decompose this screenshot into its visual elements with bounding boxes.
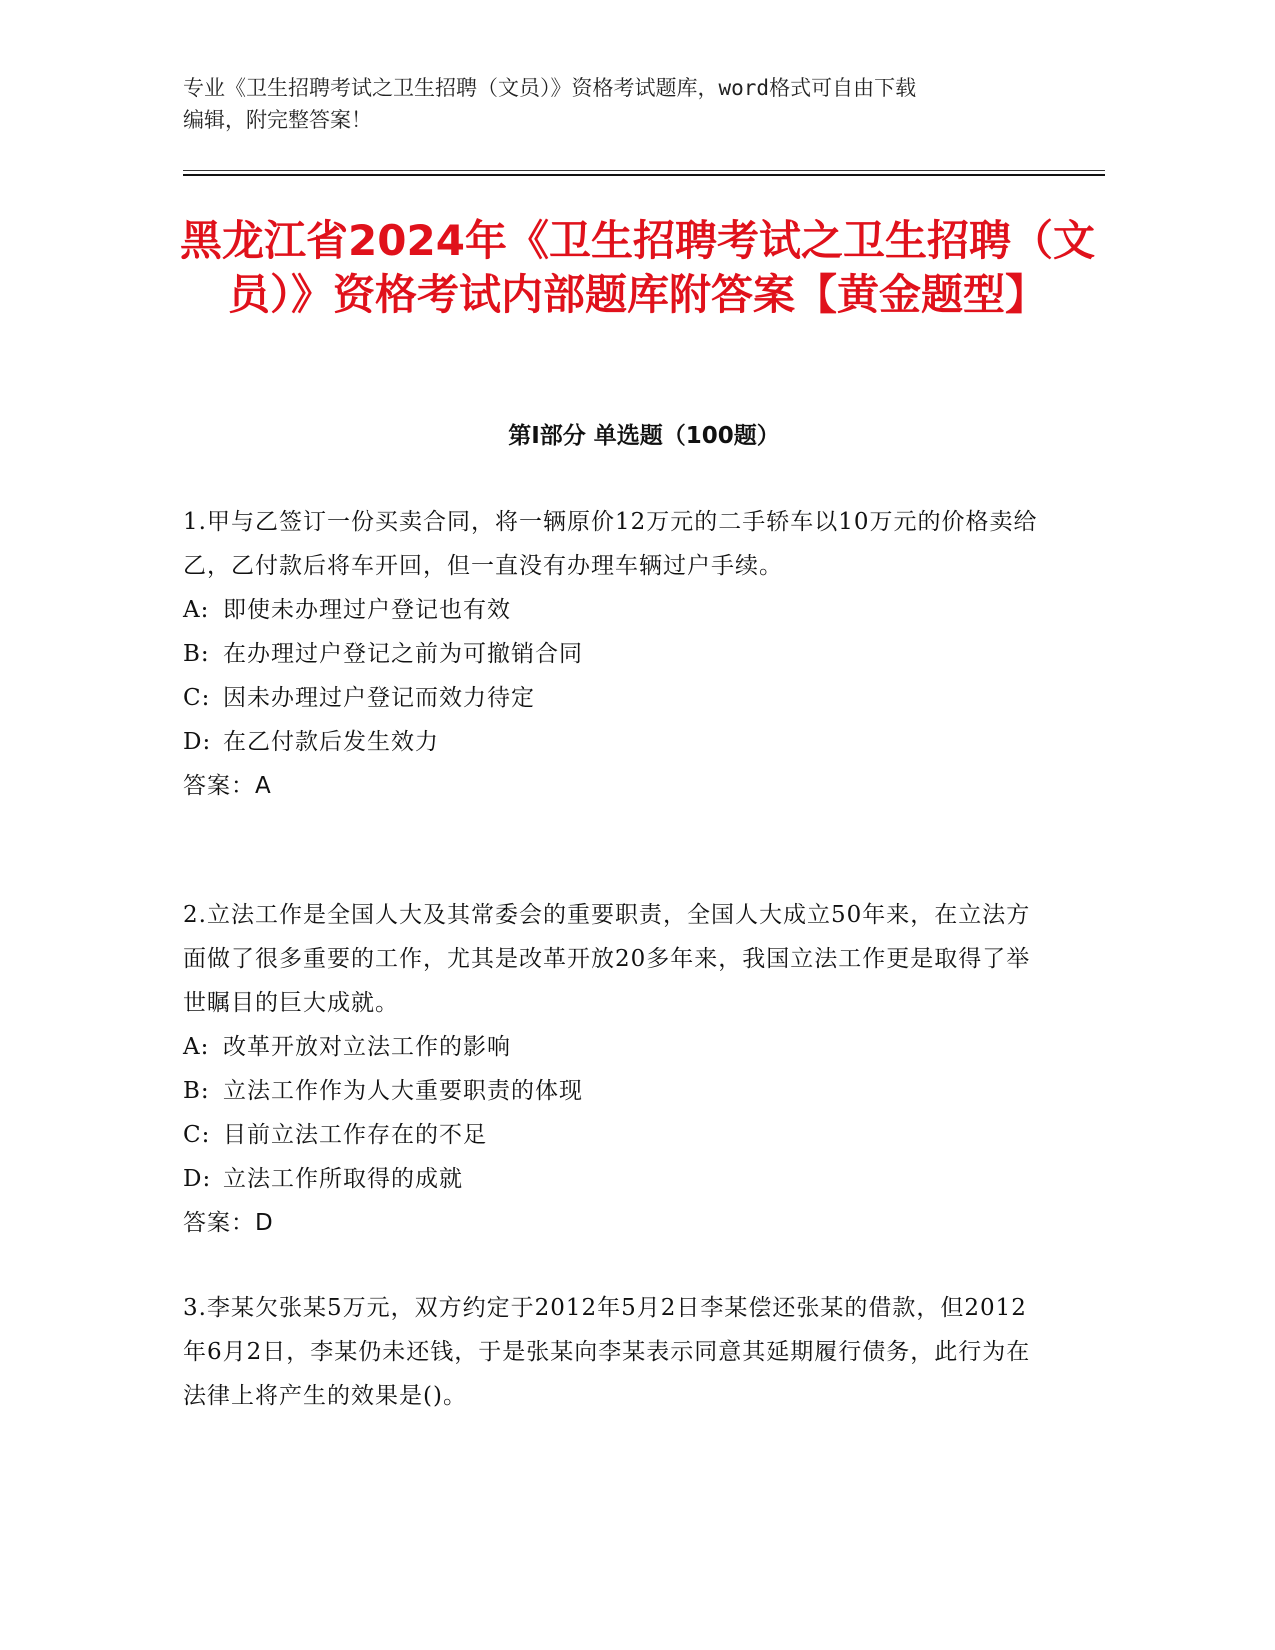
question-3 xyxy=(183,1286,1043,1418)
option-text: 即使未办理过户登记也有效 xyxy=(223,597,511,623)
option-key: A: xyxy=(183,597,210,623)
question-stem: 3.李某欠张某5万元，双方约定于2012年5月2日李某偿还张某的借款，但2012年6月2日，李某仍未还钱，于是张某向李某表示同意其延期履行债务，此行为在法律上将产生的效果是()。 xyxy=(183,1295,1031,1409)
document-title: 黑龙江省2024年《卫生招聘考试之卫生招聘（文员）》资格考试内部题库附答案【黄金题型】 xyxy=(180,216,1095,319)
option-d xyxy=(183,720,1043,764)
option-c xyxy=(183,1113,1043,1157)
option-a xyxy=(183,588,1043,632)
option-text: 在办理过户登记之前为可撤销合同 xyxy=(223,641,583,667)
option-key: C: xyxy=(183,685,211,711)
header-divider-thick xyxy=(183,174,1105,176)
question-stem: 1.甲与乙签订一份买卖合同，将一辆原价12万元的二手轿车以10万元的价格卖给乙，乙付款后将车开回，但一直没有办理车辆过户手续。 xyxy=(183,509,1038,579)
option-text: 目前立法工作存在的不足 xyxy=(223,1122,487,1148)
option-key: D: xyxy=(183,1166,212,1192)
header-note-line-2: 编辑，附完整答案！ xyxy=(183,108,372,132)
question-1 xyxy=(183,500,1043,808)
option-text: 在乙付款后发生效力 xyxy=(223,729,439,755)
option-a xyxy=(183,1025,1043,1069)
question-stem: 2.立法工作是全国人大及其常委会的重要职责，全国人大成立50年来，在立法方面做了很多重要的工作，尤其是改革开放20多年来，我国立法工作更是取得了举世瞩目的巨大成就。 xyxy=(183,902,1031,1016)
option-key: C: xyxy=(183,1122,211,1148)
answer-line: 答案：D xyxy=(183,1210,274,1236)
option-text: 改革开放对立法工作的影响 xyxy=(223,1034,511,1060)
option-text: 立法工作所取得的成就 xyxy=(223,1166,463,1192)
option-key: B: xyxy=(183,641,210,667)
option-text: 立法工作作为人大重要职责的体现 xyxy=(223,1078,583,1104)
option-d xyxy=(183,1157,1043,1201)
question-2 xyxy=(183,893,1043,1245)
option-key: A: xyxy=(183,1034,210,1060)
option-b xyxy=(183,632,1043,676)
option-b xyxy=(183,1069,1043,1113)
header-note xyxy=(183,72,1063,136)
option-key: B: xyxy=(183,1078,210,1104)
option-text: 因未办理过户登记而效力待定 xyxy=(223,685,535,711)
option-key: D: xyxy=(183,729,212,755)
section-title: 第I部分 单选题（100题） xyxy=(508,423,780,449)
header-divider-thin xyxy=(183,170,1105,171)
header-note-line-1: 专业《卫生招聘考试之卫生招聘（文员）》资格考试题库，word格式可自由下载 xyxy=(183,76,917,100)
answer-line: 答案：A xyxy=(183,773,272,799)
option-c xyxy=(183,676,1043,720)
